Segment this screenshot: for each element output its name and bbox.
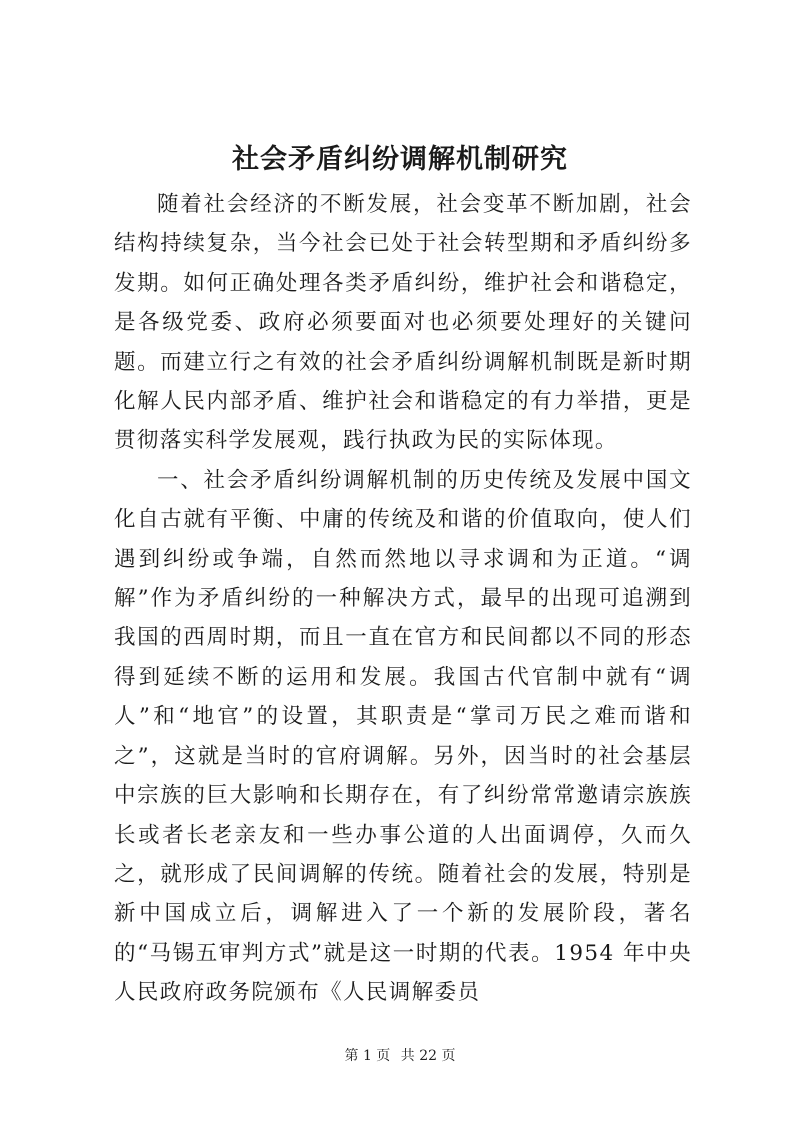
document-title: 社会矛盾纠纷调解机制研究 bbox=[232, 144, 568, 175]
paragraph-intro: 随着社会经济的不断发展，社会变革不断加剧，社会结构持续复杂，当今社会已处于社会转型期和矛盾纠纷多发期。如何正确处理各类矛盾纠纷，维护社会和谐稳定，是各级党委、政府必须要面对也必须要处理好的关键问题。而建立行之有效的社会矛盾纠纷调解机制既是新时期化解人民内部矛盾、维护社会和谐稳定的有力举措，更是贯彻落实科学发展观，践行执政为民的实际体现。 bbox=[114, 192, 692, 454]
document-body bbox=[114, 185, 692, 1013]
page-total: 共 22 页 bbox=[400, 1048, 456, 1064]
paragraph-history: 一、社会矛盾纠纷调解机制的历史传统及发展中国文化自古就有平衡、中庸的传统及和谐的价值取向，使人们遇到纠纷或争端，自然而然地以寻求调和为正道。“调解”作为矛盾纠纷的一种解决方式，最早的出现可追溯到我国的西周时期，而且一直在官方和民间都以不同的形态得到延续不断的运用和发展。我国古代官制中就有“调人”和“地官”的设置，其职责是“掌司万民之难而谐和之”，这就是当时的官府调解。另外，因当时的社会基层中宗族的巨大影响和长期存在，有了纠纷常常邀请宗族族长或者长老亲友和一些办事公道的人出面调停，久而久之，就形成了民间调解的传统。随着社会的发展，特别是新中国成立后，调解进入了一个新的发展阶段，著名的“马锡五审判方式”就是这一时期的代表。1954 年中央人民政府政务院颁布《人民调解委员 bbox=[114, 467, 693, 1006]
page-footer bbox=[0, 1046, 800, 1066]
page-number: 第 1 页 bbox=[344, 1048, 391, 1064]
